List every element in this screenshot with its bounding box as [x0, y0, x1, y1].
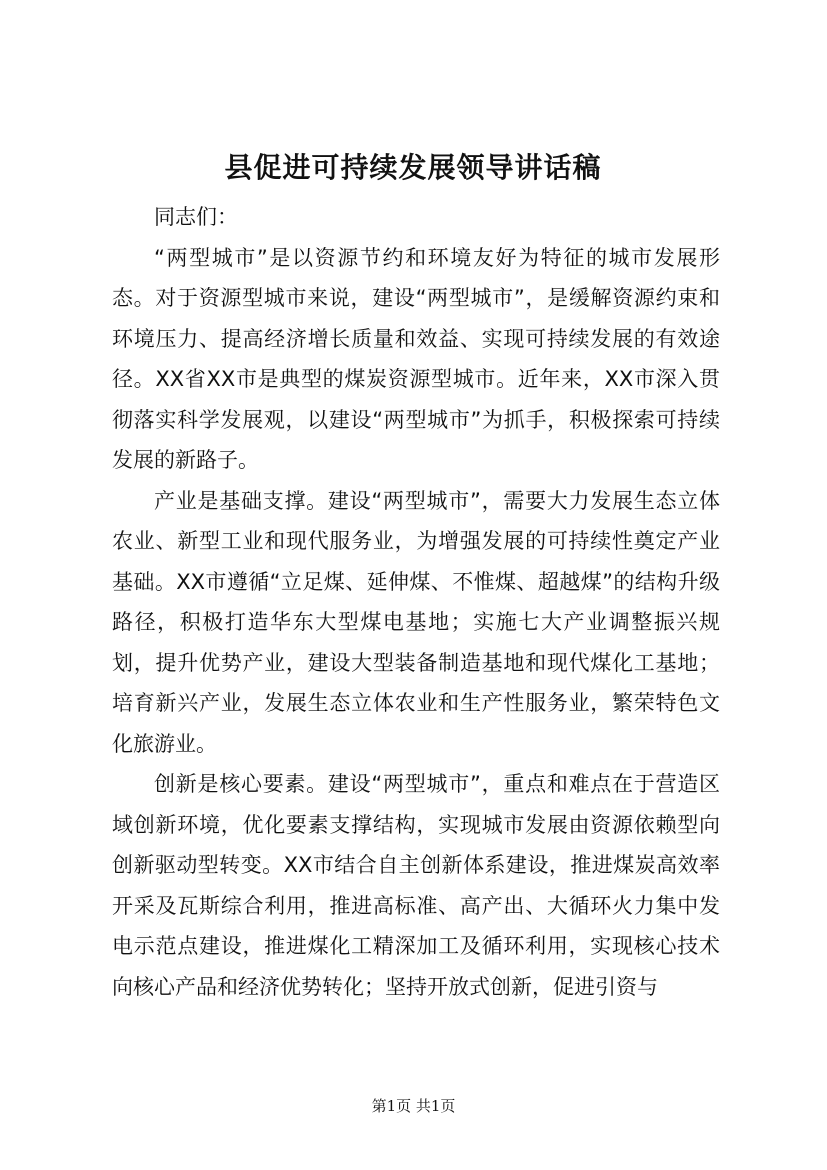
paragraph-3: 创新是核心要素。建设“两型城市”，重点和难点在于营造区域创新环境，优化要素支撑结构，实现城市发展由资源依赖型向创新驱动型转变。XX市结合自主创新体系建设，推进煤炭高效率开采及瓦斯综合利用，推进高标准、高产出、大循环火力集中发电示范点建设，推进煤化工精深加工及循环利用，实现核心技术向核心产品和经济优势转化；坚持开放式创新，促进引资与	[112, 772, 720, 999]
document-title: 县促进可持续发展领导讲话稿	[224, 151, 602, 184]
document-body	[112, 197, 720, 1007]
paragraph-1: “两型城市”是以资源节约和环境友好为特征的城市发展形态。对于资源型城市来说，建设“两型城市”，是缓解资源约束和环境压力、提高经济增长质量和效益、实现可持续发展的有效途径。XX省XX市是典型的煤炭资源型城市。近年来，XX市深入贯彻落实科学发展观，以建设“两型城市”为抓手，积极探索可持续发展的新路子。	[112, 245, 720, 472]
paragraph-2: 产业是基础支撑。建设“两型城市”，需要大力发展生态立体农业、新型工业和现代服务业，为增强发展的可持续性奠定产业基础。XX市遵循“立足煤、延伸煤、不惟煤、超越煤”的结构升级路径，积极打造华东大型煤电基地；实施七大产业调整振兴规划，提升优势产业，建设大型装备制造基地和现代煤化工基地；培育新兴产业，发展生态立体农业和生产性服务业，繁荣特色文化旅游业。	[112, 488, 720, 756]
page-footer: 第1页 共1页	[371, 1097, 456, 1115]
salutation: 同志们：	[154, 205, 238, 229]
